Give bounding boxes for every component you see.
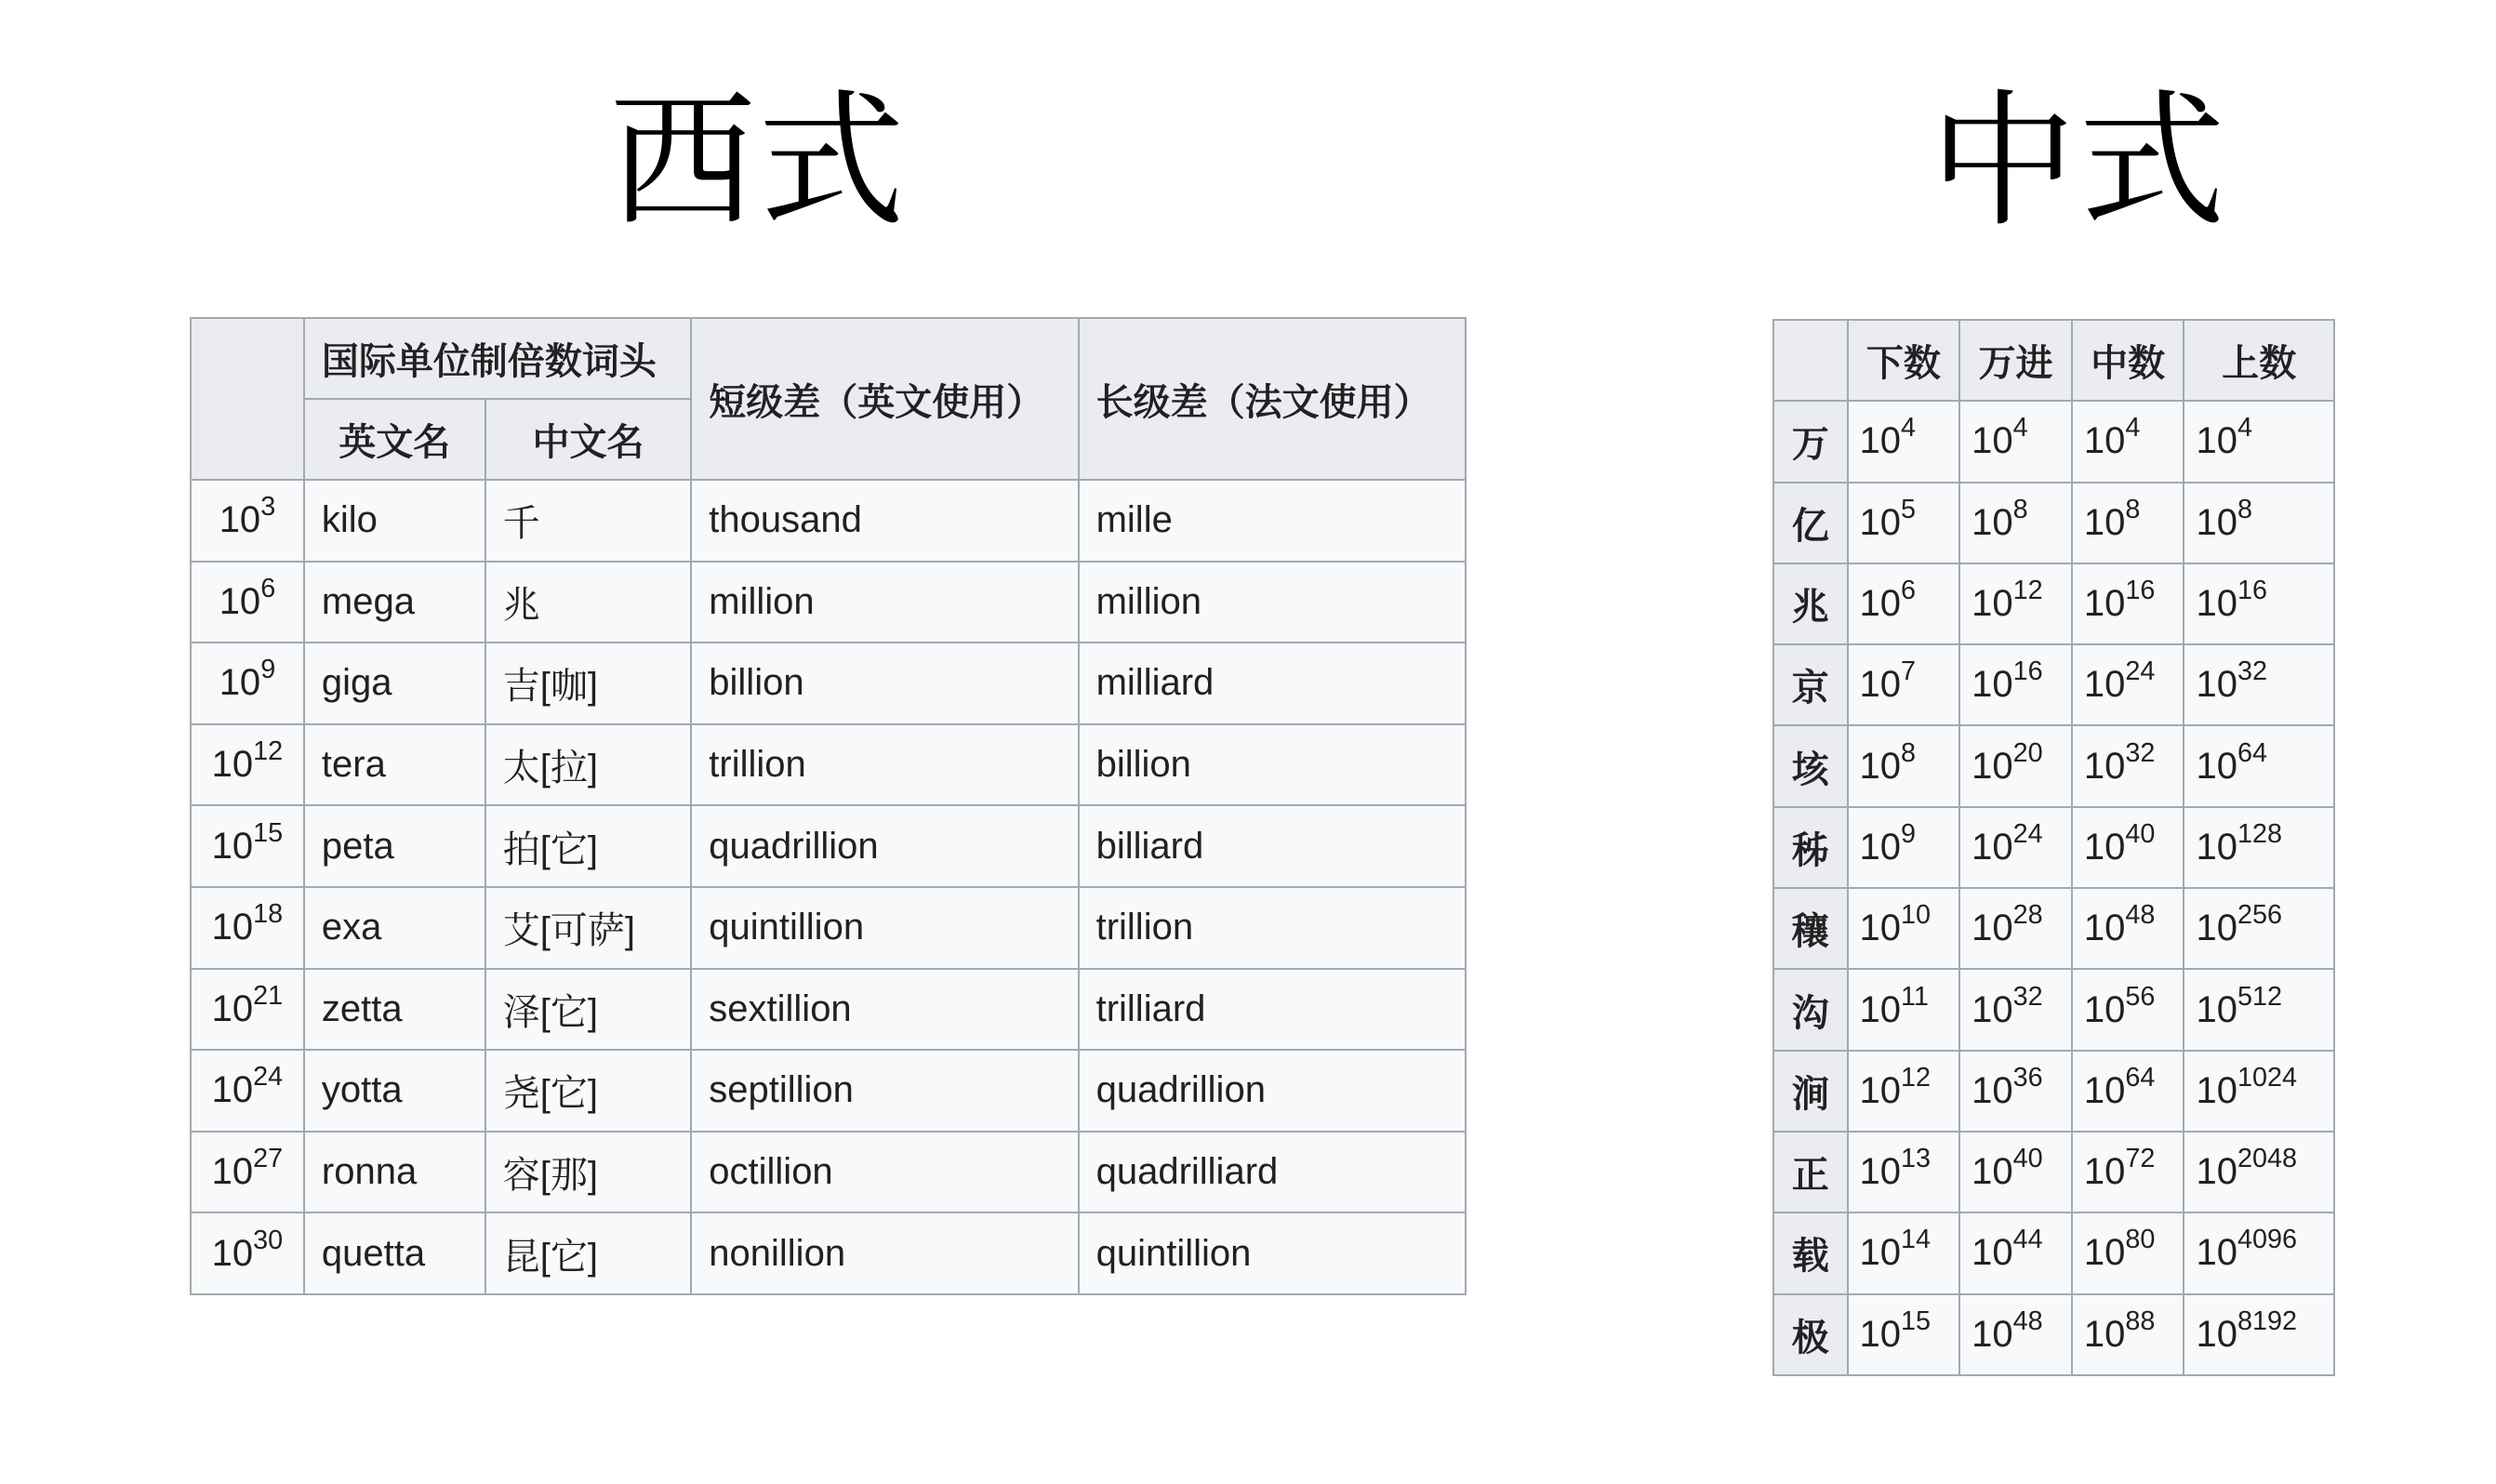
- row-name-cell: 正: [1773, 1132, 1848, 1212]
- long-scale-cell: trilliard: [1079, 969, 1466, 1051]
- power-base: 10: [1972, 908, 2013, 949]
- power-cell: [2184, 563, 2334, 644]
- table-row: [1773, 807, 2334, 888]
- power-base: 10: [211, 825, 254, 867]
- power-base: 10: [219, 662, 261, 704]
- short-scale-cell: billion: [691, 643, 1078, 724]
- power-cell: [2184, 483, 2334, 563]
- power-cell: [1959, 483, 2072, 563]
- long-scale-cell: mille: [1079, 480, 1466, 562]
- power-exponent: 64: [2125, 1062, 2156, 1093]
- long-scale-cell: milliard: [1079, 643, 1466, 724]
- si-prefix-header: 国际单位制倍数词头: [304, 318, 691, 399]
- short-scale-cell: octillion: [691, 1132, 1078, 1213]
- power-base: 10: [1859, 420, 1902, 462]
- chinese-numeral-table: [1772, 319, 2335, 1376]
- power-base: 10: [1859, 988, 1902, 1030]
- power-cell: [2184, 807, 2334, 888]
- row-name-cell: 亿: [1773, 483, 1848, 563]
- power-exponent: 8: [2012, 494, 2028, 524]
- short-scale-header: 短级差（英文使用）: [691, 318, 1078, 480]
- table-row: [191, 969, 1466, 1051]
- power-exponent: 10: [1901, 900, 1932, 931]
- row-name-cell: 秭: [1773, 807, 1848, 888]
- power-cell: [1848, 725, 1960, 806]
- power-cell: [1848, 1051, 1960, 1132]
- power-base: 10: [2083, 908, 2126, 949]
- power-cell: [2184, 1212, 2334, 1293]
- power-cell: [1959, 401, 2072, 482]
- table-row: [191, 1050, 1466, 1132]
- power-cell: [191, 887, 304, 969]
- power-base: 10: [1859, 664, 1902, 706]
- power-exponent: 32: [2012, 981, 2043, 1012]
- power-base: 10: [1972, 1069, 2013, 1111]
- power-base: 10: [1859, 826, 1902, 868]
- chinese-prefix-cell: 昆[它]: [485, 1212, 692, 1294]
- table-row: [1773, 888, 2334, 969]
- power-exponent: 64: [2237, 737, 2268, 768]
- power-base: 10: [2196, 826, 2237, 868]
- power-exponent: 15: [1901, 1305, 1932, 1336]
- power-base: 10: [1972, 988, 2013, 1030]
- power-exponent: 15: [253, 817, 284, 848]
- power-cell: [1848, 888, 1960, 969]
- power-base: 10: [2083, 583, 2126, 625]
- table-row: [1773, 483, 2334, 563]
- chinese-prefix-cell: 泽[它]: [485, 969, 692, 1051]
- long-scale-cell: billiard: [1079, 805, 1466, 887]
- power-base: 10: [1972, 583, 2013, 625]
- short-scale-cell: quintillion: [691, 887, 1078, 969]
- english-prefix-cell: zetta: [304, 969, 485, 1051]
- power-base: 10: [219, 499, 261, 541]
- power-exponent: 128: [2237, 819, 2283, 850]
- english-prefix-cell: tera: [304, 724, 485, 806]
- power-base: 10: [1972, 664, 2013, 706]
- table-row: [191, 887, 1466, 969]
- power-exponent: 6: [260, 574, 276, 604]
- row-name-cell: 穰: [1773, 888, 1848, 969]
- power-header-cell: [191, 318, 304, 480]
- power-exponent: 8: [2237, 494, 2252, 524]
- power-exponent: 72: [2125, 1144, 2156, 1174]
- table-row: [191, 480, 1466, 562]
- power-base: 10: [1972, 420, 2013, 462]
- power-exponent: 12: [2012, 576, 2043, 606]
- table-row: [1773, 1051, 2334, 1132]
- english-prefix-cell: quetta: [304, 1212, 485, 1294]
- power-cell: [2072, 1212, 2184, 1293]
- power-base: 10: [2083, 420, 2126, 462]
- power-exponent: 7: [1901, 656, 1917, 687]
- power-base: 10: [2083, 745, 2126, 787]
- power-cell: [1848, 483, 1960, 563]
- row-name-cell: 沟: [1773, 969, 1848, 1050]
- english-prefix-cell: mega: [304, 562, 485, 643]
- power-base: 10: [2196, 908, 2237, 949]
- power-base: 10: [2083, 1313, 2126, 1355]
- power-cell: [1959, 807, 2072, 888]
- row-name-header-cell: [1773, 320, 1848, 401]
- row-name-cell: 京: [1773, 644, 1848, 725]
- power-exponent: 2048: [2237, 1144, 2298, 1174]
- chinese-prefix-cell: 尧[它]: [485, 1050, 692, 1132]
- power-cell: [1848, 969, 1960, 1050]
- western-title: 西式: [609, 76, 907, 247]
- power-base: 10: [1972, 826, 2013, 868]
- power-cell: [1959, 644, 2072, 725]
- table-row: [1773, 1212, 2334, 1293]
- power-exponent: 88: [2125, 1305, 2156, 1336]
- row-name-cell: 载: [1773, 1212, 1848, 1293]
- power-cell: [1848, 401, 1960, 482]
- power-exponent: 512: [2237, 981, 2283, 1012]
- power-cell: [1959, 1212, 2072, 1293]
- short-scale-cell: thousand: [691, 480, 1078, 562]
- column-header-zhong: 中数: [2072, 320, 2184, 401]
- power-base: 10: [1859, 1313, 1902, 1355]
- power-exponent: 36: [2012, 1062, 2043, 1093]
- power-exponent: 14: [1901, 1225, 1932, 1255]
- table-row: [191, 1212, 1466, 1294]
- power-base: 10: [2083, 826, 2126, 868]
- table-row: [191, 643, 1466, 724]
- power-exponent: 6: [1901, 576, 1917, 606]
- chinese-prefix-cell: 千: [485, 480, 692, 562]
- power-exponent: 12: [1901, 1062, 1932, 1093]
- long-scale-cell: trillion: [1079, 887, 1466, 969]
- power-base: 10: [2196, 1313, 2237, 1355]
- power-exponent: 4: [2012, 413, 2028, 444]
- power-exponent: 3: [260, 492, 276, 523]
- power-cell: [2072, 1132, 2184, 1212]
- english-prefix-cell: ronna: [304, 1132, 485, 1213]
- power-exponent: 48: [2012, 1305, 2043, 1336]
- power-cell: [2072, 888, 2184, 969]
- power-exponent: 24: [2012, 819, 2043, 850]
- power-exponent: 16: [2012, 656, 2043, 687]
- power-exponent: 56: [2125, 981, 2156, 1012]
- power-base: 10: [2196, 1069, 2237, 1111]
- power-base: 10: [211, 987, 254, 1029]
- power-exponent: 20: [2012, 737, 2043, 768]
- power-cell: [191, 562, 304, 643]
- power-base: 10: [1972, 1313, 2013, 1355]
- power-cell: [2072, 807, 2184, 888]
- long-scale-cell: quintillion: [1079, 1212, 1466, 1294]
- power-exponent: 48: [2125, 900, 2156, 931]
- power-exponent: 18: [253, 899, 284, 930]
- table-row: [1773, 644, 2334, 725]
- short-scale-cell: quadrillion: [691, 805, 1078, 887]
- table-row: [191, 1132, 1466, 1213]
- power-exponent: 4: [1901, 413, 1917, 444]
- power-exponent: 24: [2125, 656, 2156, 687]
- table-header-row: [1773, 320, 2334, 401]
- power-exponent: 30: [253, 1225, 284, 1255]
- short-scale-cell: million: [691, 562, 1078, 643]
- power-cell: [1959, 563, 2072, 644]
- english-prefix-cell: yotta: [304, 1050, 485, 1132]
- power-cell: [2072, 969, 2184, 1050]
- power-cell: [191, 1132, 304, 1213]
- power-base: 10: [1972, 1151, 2013, 1193]
- power-base: 10: [2083, 501, 2126, 543]
- power-cell: [2184, 888, 2334, 969]
- power-cell: [2072, 401, 2184, 482]
- power-cell: [191, 724, 304, 806]
- power-exponent: 256: [2237, 900, 2283, 931]
- power-base: 10: [211, 744, 254, 786]
- power-exponent: 16: [2237, 576, 2268, 606]
- power-cell: [2184, 401, 2334, 482]
- power-exponent: 24: [253, 1062, 284, 1093]
- column-header-wanjin: 万进: [1959, 320, 2072, 401]
- power-base: 10: [2196, 420, 2237, 462]
- power-exponent: 16: [2125, 576, 2156, 606]
- power-base: 10: [211, 1151, 254, 1193]
- table-header-row: [191, 318, 1466, 399]
- power-cell: [2072, 1294, 2184, 1375]
- table-row: [191, 724, 1466, 806]
- long-scale-cell: billion: [1079, 724, 1466, 806]
- power-base: 10: [1859, 745, 1902, 787]
- power-cell: [1848, 644, 1960, 725]
- power-base: 10: [1859, 908, 1902, 949]
- power-base: 10: [2083, 1151, 2126, 1193]
- power-base: 10: [1859, 1151, 1902, 1193]
- power-exponent: 21: [253, 981, 284, 1012]
- power-cell: [1959, 888, 2072, 969]
- power-cell: [191, 969, 304, 1051]
- power-exponent: 9: [1901, 819, 1917, 850]
- power-base: 10: [1972, 501, 2013, 543]
- chinese-table-body: [1773, 401, 2334, 1375]
- power-base: 10: [2196, 1151, 2237, 1193]
- power-base: 10: [2196, 664, 2237, 706]
- power-cell: [2072, 563, 2184, 644]
- power-base: 10: [1859, 1232, 1902, 1274]
- power-exponent: 12: [253, 736, 284, 767]
- power-base: 10: [2083, 988, 2126, 1030]
- power-exponent: 32: [2237, 656, 2268, 687]
- power-base: 10: [1859, 501, 1902, 543]
- power-cell: [191, 1212, 304, 1294]
- short-scale-cell: septillion: [691, 1050, 1078, 1132]
- table-row: [191, 805, 1466, 887]
- table-row: [1773, 1132, 2334, 1212]
- row-name-cell: 万: [1773, 401, 1848, 482]
- power-exponent: 1024: [2237, 1062, 2298, 1093]
- english-prefix-cell: giga: [304, 643, 485, 724]
- power-cell: [1848, 807, 1960, 888]
- long-scale-cell: quadrillion: [1079, 1050, 1466, 1132]
- long-scale-cell: million: [1079, 562, 1466, 643]
- row-name-cell: 垓: [1773, 725, 1848, 806]
- power-cell: [2184, 725, 2334, 806]
- power-exponent: 80: [2125, 1225, 2156, 1255]
- power-exponent: 8: [2125, 494, 2141, 524]
- power-exponent: 8: [1901, 737, 1917, 768]
- long-scale-cell: quadrilliard: [1079, 1132, 1466, 1213]
- power-exponent: 11: [1901, 981, 1929, 1012]
- power-cell: [1959, 969, 2072, 1050]
- power-cell: [2072, 644, 2184, 725]
- row-name-cell: 极: [1773, 1294, 1848, 1375]
- power-cell: [1959, 1294, 2072, 1375]
- power-base: 10: [2083, 1069, 2126, 1111]
- table-row: [1773, 401, 2334, 482]
- power-exponent: 8192: [2237, 1305, 2298, 1336]
- power-base: 10: [1972, 1232, 2013, 1274]
- chinese-prefix-cell: 吉[咖]: [485, 643, 692, 724]
- power-base: 10: [211, 907, 254, 948]
- table-row: [1773, 725, 2334, 806]
- power-base: 10: [1859, 583, 1902, 625]
- power-base: 10: [219, 580, 261, 622]
- column-header-shang: 上数: [2184, 320, 2334, 401]
- chinese-name-header: 中文名: [485, 399, 692, 480]
- power-cell: [1959, 1051, 2072, 1132]
- table-row: [191, 562, 1466, 643]
- column-header-xia: 下数: [1848, 320, 1960, 401]
- chinese-prefix-cell: 兆: [485, 562, 692, 643]
- long-scale-header: 长级差（法文使用）: [1079, 318, 1466, 480]
- english-prefix-cell: peta: [304, 805, 485, 887]
- power-cell: [1848, 1212, 1960, 1293]
- western-table-body: [191, 480, 1466, 1294]
- power-cell: [191, 480, 304, 562]
- power-exponent: 27: [253, 1144, 284, 1174]
- chinese-prefix-cell: 拍[它]: [485, 805, 692, 887]
- power-base: 10: [2196, 1232, 2237, 1274]
- chinese-title: 中式: [1930, 76, 2227, 247]
- power-cell: [2072, 725, 2184, 806]
- table-row: [1773, 1294, 2334, 1375]
- power-base: 10: [2196, 501, 2237, 543]
- power-cell: [2184, 1051, 2334, 1132]
- power-cell: [1848, 1132, 1960, 1212]
- power-exponent: 4: [2125, 413, 2141, 444]
- row-name-cell: 兆: [1773, 563, 1848, 644]
- power-exponent: 40: [2012, 1144, 2043, 1174]
- power-exponent: 4096: [2237, 1225, 2298, 1255]
- short-scale-cell: nonillion: [691, 1212, 1078, 1294]
- power-cell: [2184, 1294, 2334, 1375]
- power-exponent: 32: [2125, 737, 2156, 768]
- power-exponent: 44: [2012, 1225, 2043, 1255]
- english-prefix-cell: exa: [304, 887, 485, 969]
- power-base: 10: [1972, 745, 2013, 787]
- western-numeral-table: [190, 317, 1467, 1295]
- power-base: 10: [211, 1232, 254, 1274]
- chinese-prefix-cell: 太[拉]: [485, 724, 692, 806]
- power-exponent: 9: [260, 655, 276, 685]
- power-base: 10: [1859, 1069, 1902, 1111]
- power-cell: [191, 643, 304, 724]
- power-base: 10: [2083, 1232, 2126, 1274]
- power-exponent: 28: [2012, 900, 2043, 931]
- power-cell: [1848, 1294, 1960, 1375]
- chinese-prefix-cell: 容[那]: [485, 1132, 692, 1213]
- power-base: 10: [2196, 745, 2237, 787]
- power-base: 10: [2083, 664, 2126, 706]
- short-scale-cell: sextillion: [691, 969, 1078, 1051]
- power-base: 10: [2196, 988, 2237, 1030]
- power-cell: [191, 1050, 304, 1132]
- table-row: [1773, 969, 2334, 1050]
- short-scale-cell: trillion: [691, 724, 1078, 806]
- chinese-prefix-cell: 艾[可萨]: [485, 887, 692, 969]
- power-exponent: 5: [1901, 494, 1917, 524]
- power-exponent: 4: [2237, 413, 2252, 444]
- power-cell: [2184, 644, 2334, 725]
- english-name-header: 英文名: [304, 399, 485, 480]
- row-name-cell: 涧: [1773, 1051, 1848, 1132]
- power-cell: [1848, 563, 1960, 644]
- power-cell: [2184, 969, 2334, 1050]
- power-cell: [2072, 1051, 2184, 1132]
- power-cell: [191, 805, 304, 887]
- power-base: 10: [211, 1069, 254, 1111]
- table-row: [1773, 563, 2334, 644]
- power-exponent: 40: [2125, 819, 2156, 850]
- power-cell: [2184, 1132, 2334, 1212]
- power-cell: [1959, 1132, 2072, 1212]
- power-cell: [2072, 483, 2184, 563]
- power-cell: [1959, 725, 2072, 806]
- power-exponent: 13: [1901, 1144, 1932, 1174]
- english-prefix-cell: kilo: [304, 480, 485, 562]
- power-base: 10: [2196, 583, 2237, 625]
